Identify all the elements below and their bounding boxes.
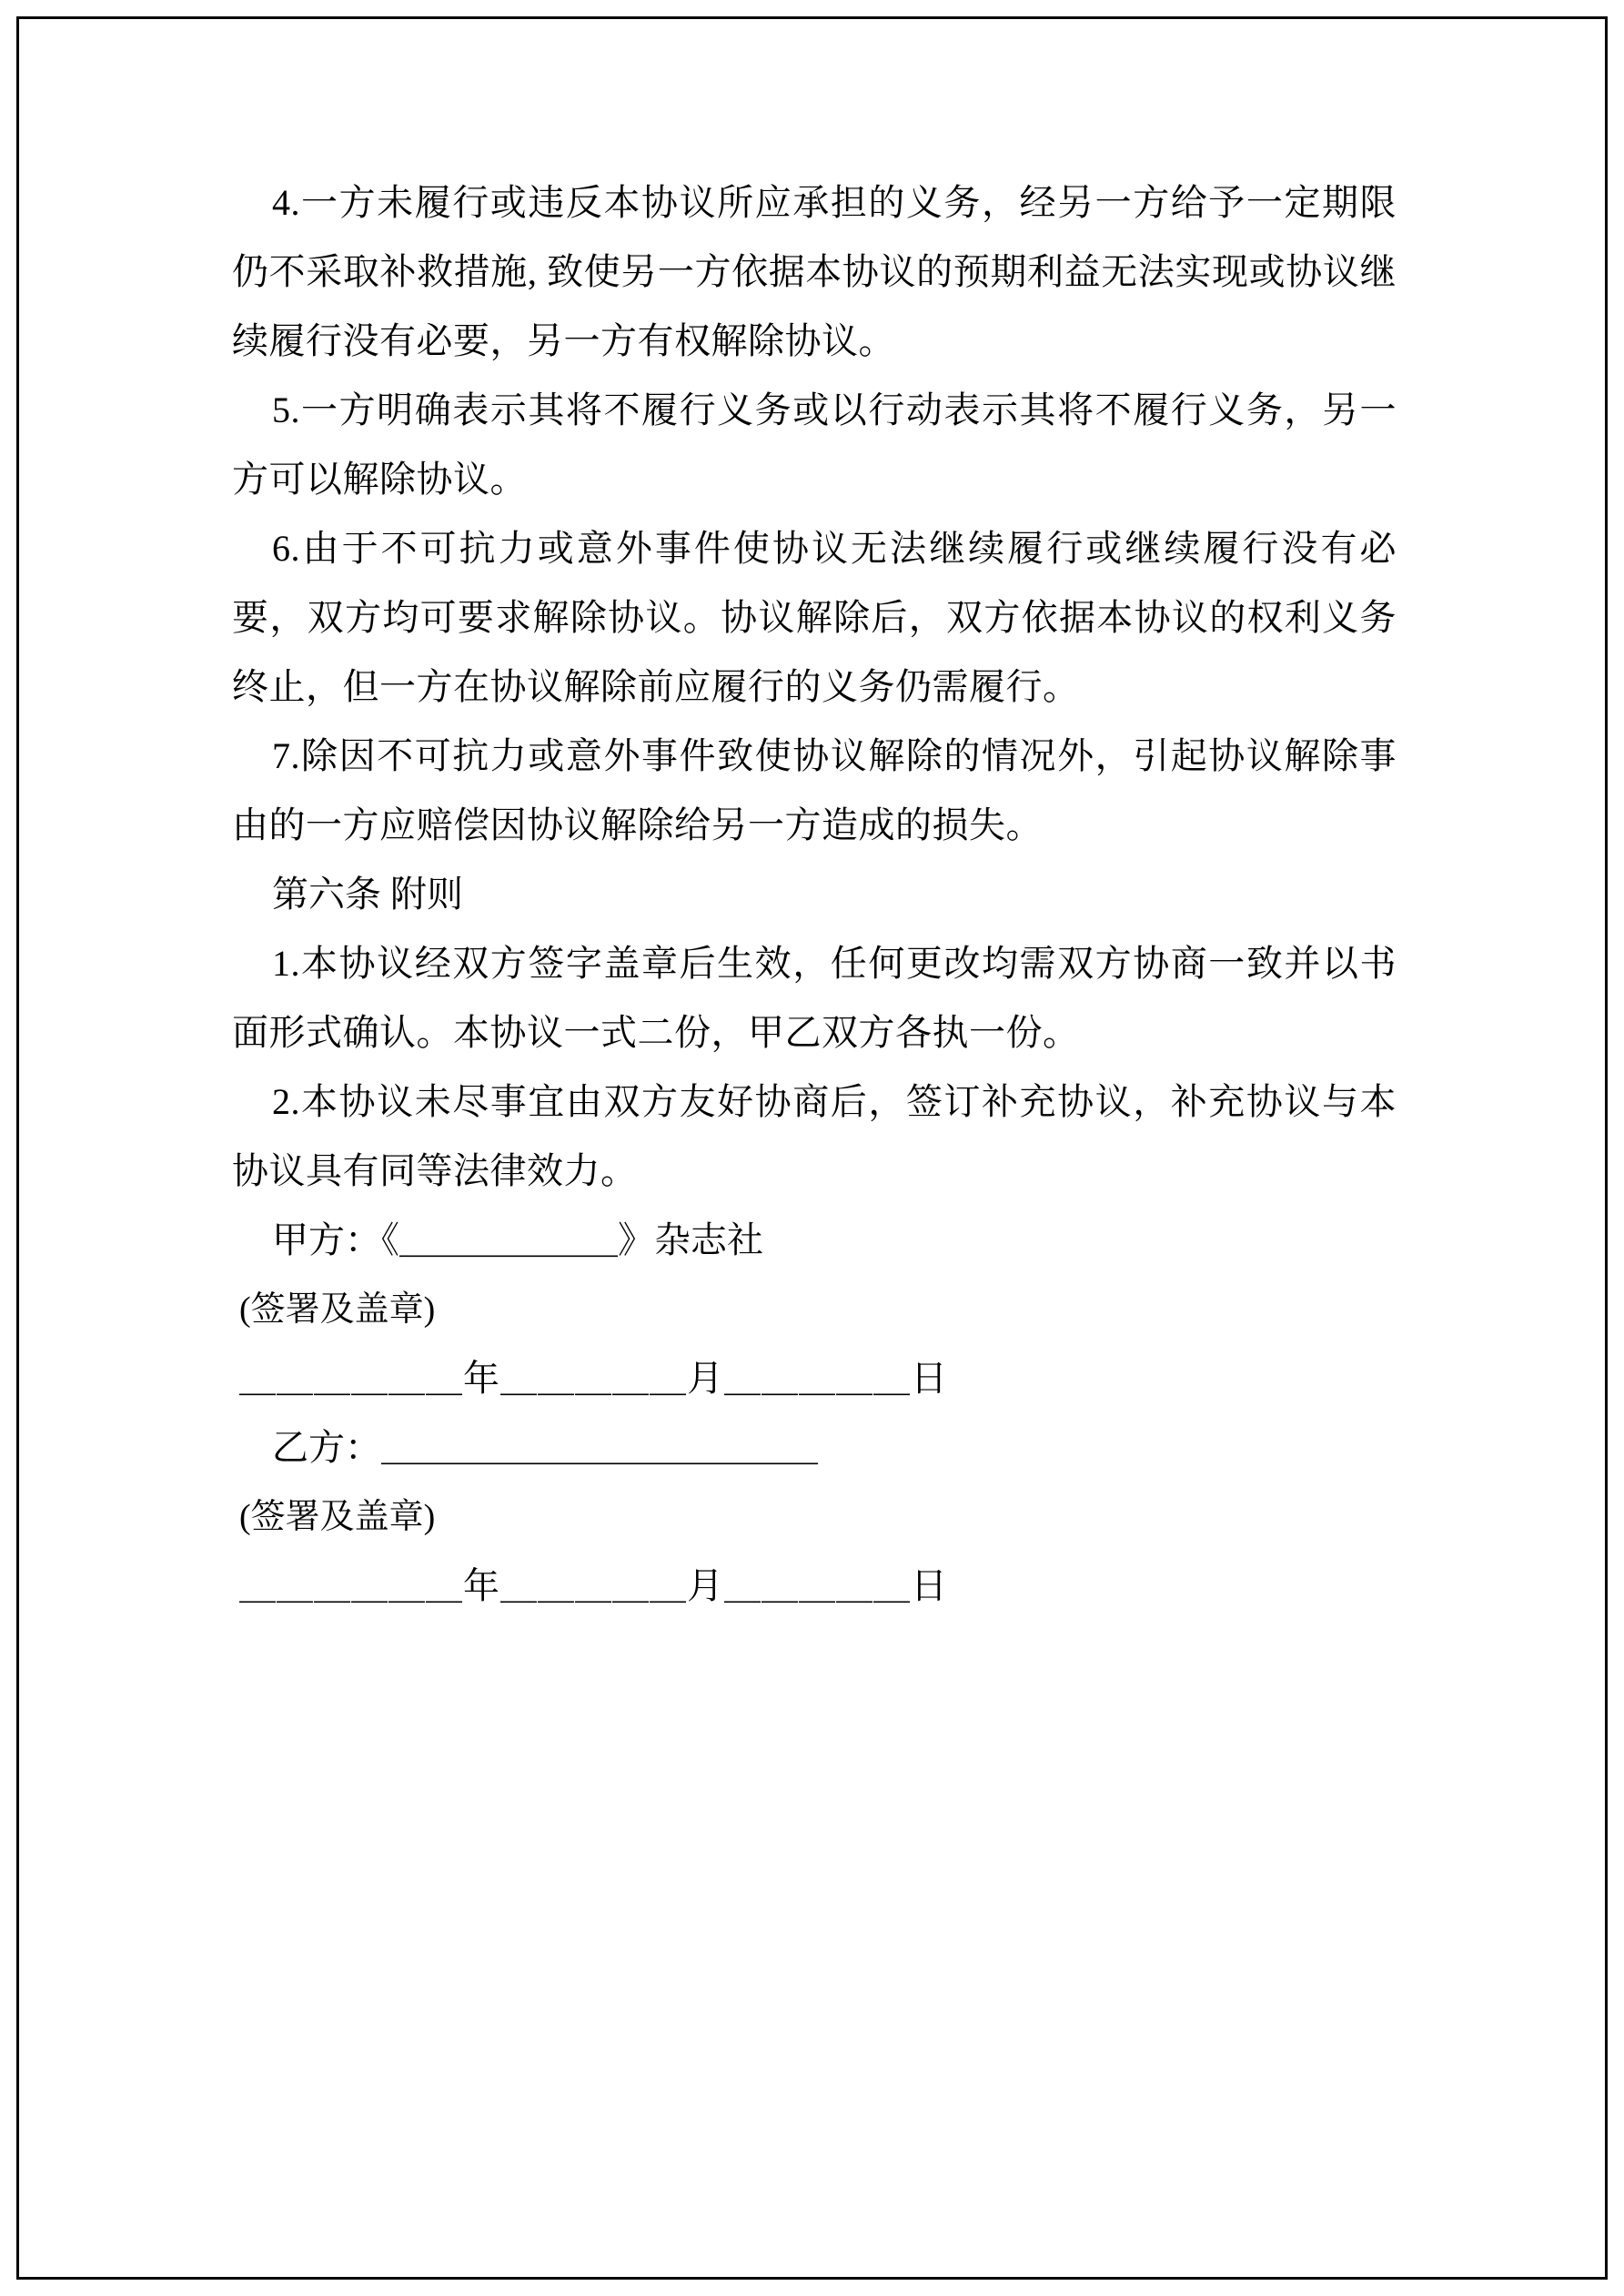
appendix-item-1: 1.本协议经双方签字盖章后生效，任何更改均需双方协商一致并以书面形式确认。本协议一式二份，甲乙双方各执一份。	[232, 943, 1397, 1053]
clause-paragraph-5: 5.一方明确表示其将不履行义务或以行动表示其将不履行义务，另一方可以解除协议。	[232, 389, 1397, 500]
section-heading-article-six: 第六条 附则	[272, 874, 463, 915]
signature-party-a-note: (签署及盖章)	[239, 1290, 436, 1329]
signature-party-a-date: ＿＿＿＿＿＿年＿＿＿＿＿月＿＿＿＿＿日	[239, 1358, 948, 1399]
document-content	[232, 168, 1397, 1621]
signature-party-b-date: ＿＿＿＿＿＿年＿＿＿＿＿月＿＿＿＿＿日	[239, 1565, 948, 1606]
clause-paragraph-4: 4.一方未履行或违反本协议所应承担的义务，经另一方给予一定期限仍不采取补救措施, 致使另一方依据本协议的预期利益无法实现或协议继续履行没有必要，另一方有权解除协议。	[232, 182, 1397, 361]
clause-paragraph-6: 6.由于不可抗力或意外事件使协议无法继续履行或继续履行没有必要，双方均可要求解除协议。协议解除后，双方依据本协议的权利义务终止，但一方在协议解除前应履行的义务仍需履行。	[232, 528, 1397, 707]
signature-party-a: 甲方：《＿＿＿＿＿＿》杂志社	[272, 1219, 763, 1260]
signature-party-b-note: (签署及盖章)	[239, 1498, 436, 1536]
clause-paragraph-7: 7.除因不可抗力或意外事件致使协议解除的情况外，引起协议解除事由的一方应赔偿因协议解除给另一方造成的损失。	[232, 735, 1397, 845]
signature-party-b: 乙方：＿＿＿＿＿＿＿＿＿＿＿＿	[272, 1427, 818, 1468]
appendix-item-2: 2.本协议未尽事宜由双方友好协商后，签订补充协议，补充协议与本协议具有同等法律效力。	[232, 1081, 1397, 1191]
